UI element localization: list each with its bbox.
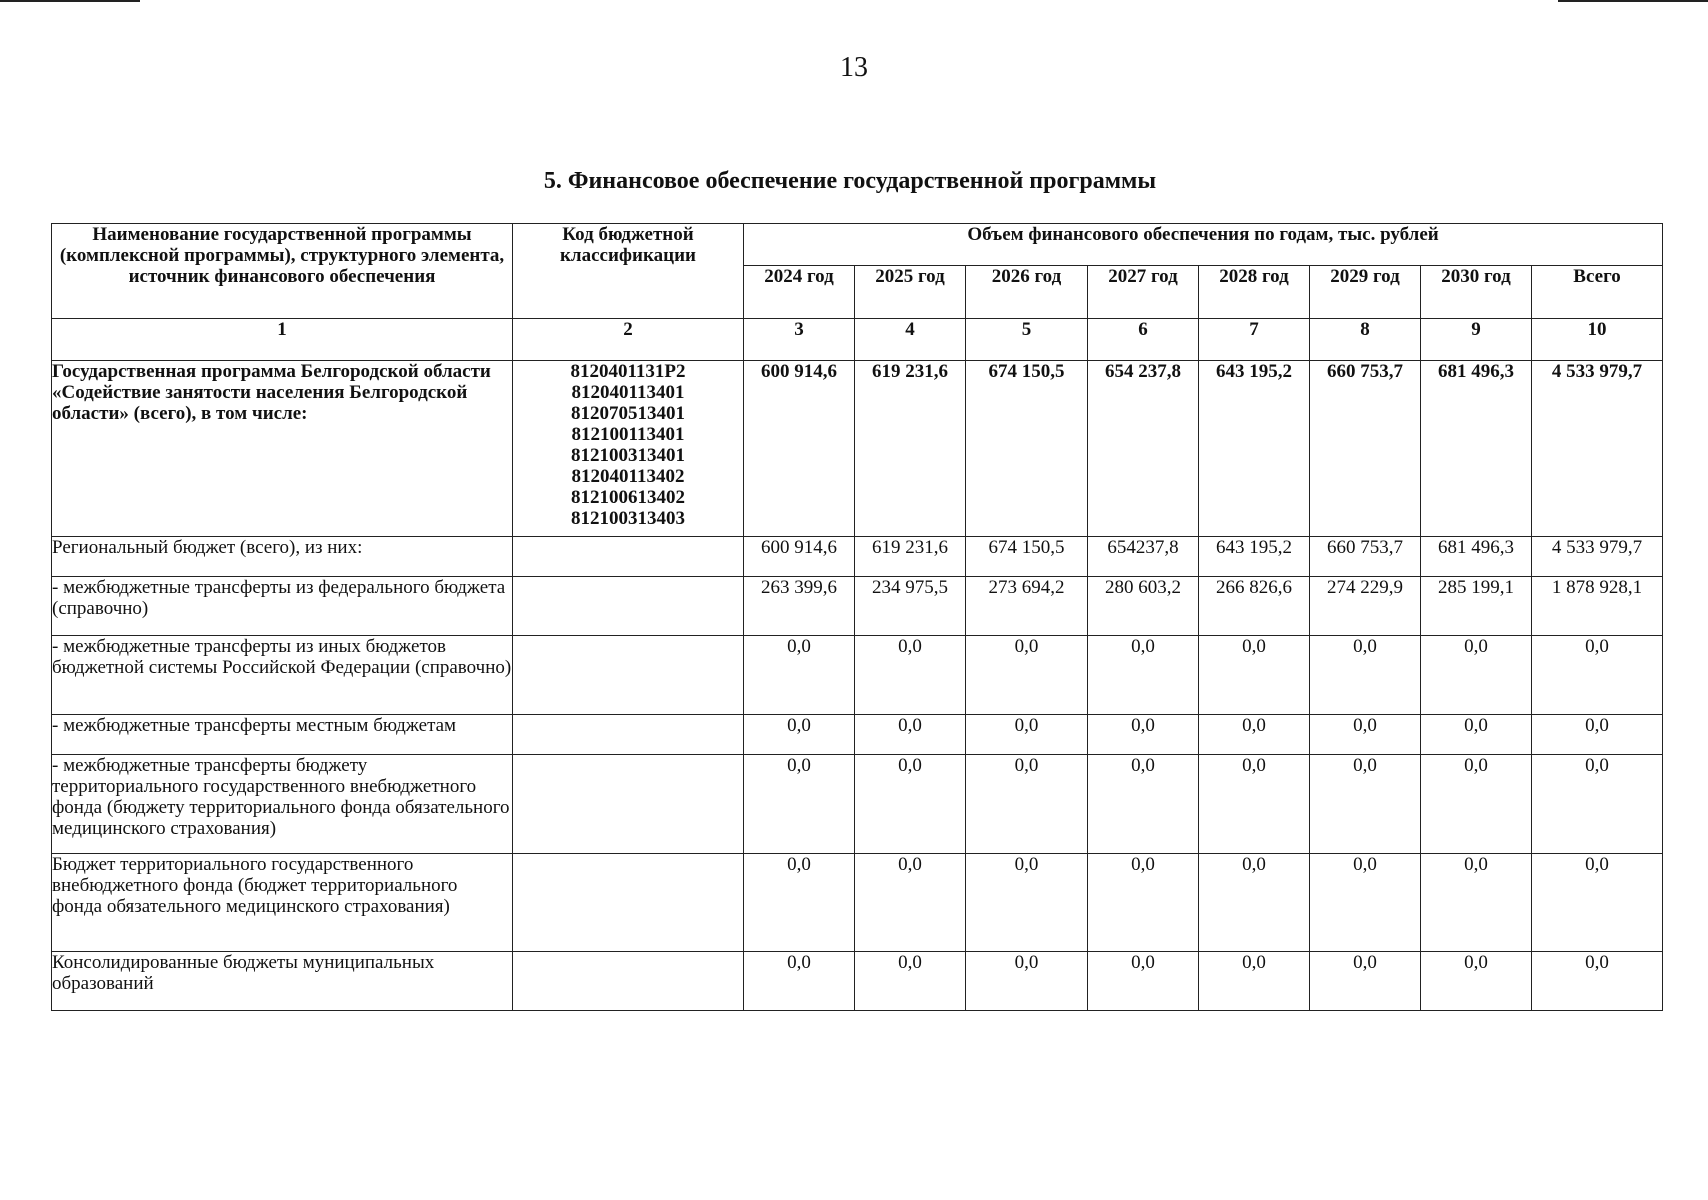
- table-row: [52, 755, 1663, 854]
- row-year-value: 681 496,3: [1421, 537, 1532, 577]
- row-year-value: 0,0: [1421, 854, 1532, 952]
- header-year: 2027 год: [1088, 266, 1199, 319]
- header-year: 2024 год: [744, 266, 855, 319]
- row-total-value: 0,0: [1532, 715, 1663, 755]
- row-year-value: 0,0: [966, 952, 1088, 1011]
- row-year-value: 0,0: [855, 755, 966, 854]
- row-year-value: 654237,8: [1088, 537, 1199, 577]
- row-year-value: 0,0: [1310, 854, 1421, 952]
- header-code: Код бюджетной классификации: [513, 224, 744, 319]
- row-year-value: 0,0: [966, 715, 1088, 755]
- header-year: 2029 год: [1310, 266, 1421, 319]
- row-year-value: 0,0: [1310, 715, 1421, 755]
- row-year-value: 674 150,5: [966, 537, 1088, 577]
- row-year-value: 0,0: [1088, 952, 1199, 1011]
- row-name: - межбюджетные трансферты бюджету территориального государственного внебюджетного фонда (бюджету территориального фонда обязательного медицинского страхования): [52, 755, 513, 854]
- budget-code: 812070513401: [571, 403, 685, 424]
- row-year-value: 280 603,2: [1088, 577, 1199, 636]
- budget-code: 8120401131P2: [570, 361, 686, 382]
- row-year-value: 0,0: [1421, 636, 1532, 715]
- row-name: Региональный бюджет (всего), из них:: [52, 537, 513, 577]
- row-year-value: 274 229,9: [1310, 577, 1421, 636]
- row-year-value: 0,0: [966, 755, 1088, 854]
- column-number: 9: [1421, 319, 1532, 361]
- table-row: [52, 636, 1663, 715]
- row-year-value: 0,0: [744, 854, 855, 952]
- financing-table: [51, 223, 1663, 1011]
- row-year-value: 0,0: [1199, 755, 1310, 854]
- table-row: [52, 537, 1663, 577]
- column-number-row: [52, 319, 1663, 361]
- row-year-value: 0,0: [1199, 854, 1310, 952]
- row-total-value: 1 878 928,1: [1532, 577, 1663, 636]
- row-year-value: 0,0: [744, 755, 855, 854]
- row-year-value: 0,0: [966, 636, 1088, 715]
- row-total-value: 4 533 979,7: [1532, 537, 1663, 577]
- row-codes: [513, 577, 744, 636]
- column-number: 3: [744, 319, 855, 361]
- table-row: [52, 952, 1663, 1011]
- row-year-value: 0,0: [1088, 636, 1199, 715]
- table-row: [52, 577, 1663, 636]
- row-year-value: 0,0: [1421, 755, 1532, 854]
- row-name: - межбюджетные трансферты местным бюджетам: [52, 715, 513, 755]
- table-row: [52, 361, 1663, 537]
- row-year-value: 0,0: [1421, 952, 1532, 1011]
- row-year-value: 619 231,6: [855, 537, 966, 577]
- table-row: [52, 854, 1663, 952]
- row-year-value: 263 399,6: [744, 577, 855, 636]
- row-name: - межбюджетные трансферты из федерального бюджета (справочно): [52, 577, 513, 636]
- row-year-value: 600 914,6: [744, 537, 855, 577]
- row-year-value: 0,0: [966, 854, 1088, 952]
- row-year-value: 0,0: [1199, 952, 1310, 1011]
- top-left-rule: [0, 0, 140, 2]
- column-number: 10: [1532, 319, 1663, 361]
- row-year-value: 0,0: [1310, 952, 1421, 1011]
- row-year-value: 643 195,2: [1199, 537, 1310, 577]
- row-total-value: 0,0: [1532, 755, 1663, 854]
- row-year-value: 619 231,6: [855, 361, 966, 537]
- row-codes: [513, 636, 744, 715]
- row-total-value: 4 533 979,7: [1532, 361, 1663, 537]
- row-year-value: 681 496,3: [1421, 361, 1532, 537]
- row-year-value: 0,0: [1310, 636, 1421, 715]
- row-year-value: 654 237,8: [1088, 361, 1199, 537]
- section-title: 5. Финансовое обеспечение государственной программы: [543, 168, 1157, 194]
- row-year-value: 0,0: [744, 636, 855, 715]
- table-row: [52, 715, 1663, 755]
- row-codes: [513, 952, 744, 1011]
- header-name: Наименование государственной программы (комплексной программы), структурного элемента, источник финансового обеспечения: [52, 224, 513, 319]
- row-codes: [513, 361, 744, 537]
- row-year-value: 674 150,5: [966, 361, 1088, 537]
- budget-code: 812040113402: [571, 466, 685, 487]
- row-year-value: 0,0: [744, 952, 855, 1011]
- row-year-value: 0,0: [855, 715, 966, 755]
- header-year: 2030 год: [1421, 266, 1532, 319]
- row-year-value: 234 975,5: [855, 577, 966, 636]
- budget-code: 812100113401: [571, 424, 685, 445]
- row-year-value: 0,0: [1199, 636, 1310, 715]
- row-name: - межбюджетные трансферты из иных бюджетов бюджетной системы Российской Федерации (справочно): [52, 636, 513, 715]
- row-year-value: 643 195,2: [1199, 361, 1310, 537]
- header-year: 2025 год: [855, 266, 966, 319]
- column-number: 8: [1310, 319, 1421, 361]
- row-year-value: 0,0: [1088, 854, 1199, 952]
- row-year-value: 0,0: [1088, 715, 1199, 755]
- row-year-value: 660 753,7: [1310, 537, 1421, 577]
- column-number: 5: [966, 319, 1088, 361]
- column-number: 6: [1088, 319, 1199, 361]
- row-codes: [513, 854, 744, 952]
- row-year-value: 273 694,2: [966, 577, 1088, 636]
- budget-code: 812100313401: [571, 445, 685, 466]
- row-codes: [513, 755, 744, 854]
- row-year-value: 0,0: [1421, 715, 1532, 755]
- row-name: Консолидированные бюджеты муниципальных образований: [52, 952, 513, 1011]
- row-total-value: 0,0: [1532, 952, 1663, 1011]
- budget-code: 812100613402: [571, 487, 685, 508]
- row-codes: [513, 715, 744, 755]
- column-number: 2: [513, 319, 744, 361]
- row-year-value: 0,0: [855, 854, 966, 952]
- row-name: Государственная программа Белгородской области «Содействие занятости населения Белгородской области» (всего), в том числе:: [52, 361, 513, 537]
- header-total: Всего: [1532, 266, 1663, 319]
- column-number: 7: [1199, 319, 1310, 361]
- header-year: 2028 год: [1199, 266, 1310, 319]
- row-year-value: 600 914,6: [744, 361, 855, 537]
- row-codes: [513, 537, 744, 577]
- row-year-value: 0,0: [744, 715, 855, 755]
- page-number: 13: [840, 52, 868, 83]
- header-funding-group: Объем финансового обеспечения по годам, тыс. рублей: [744, 224, 1663, 266]
- row-year-value: 285 199,1: [1421, 577, 1532, 636]
- budget-code: 812100313403: [571, 508, 685, 529]
- column-number: 4: [855, 319, 966, 361]
- row-year-value: 266 826,6: [1199, 577, 1310, 636]
- row-year-value: 0,0: [855, 952, 966, 1011]
- top-right-rule: [1558, 0, 1708, 2]
- budget-code: 812040113401: [571, 382, 685, 403]
- row-year-value: 0,0: [1199, 715, 1310, 755]
- column-number: 1: [52, 319, 513, 361]
- row-year-value: 0,0: [855, 636, 966, 715]
- row-name: Бюджет территориального государственного внебюджетного фонда (бюджет территориального фонда обязательного медицинского страхования): [52, 854, 513, 952]
- header-year: 2026 год: [966, 266, 1088, 319]
- row-total-value: 0,0: [1532, 854, 1663, 952]
- row-year-value: 660 753,7: [1310, 361, 1421, 537]
- row-year-value: 0,0: [1310, 755, 1421, 854]
- row-total-value: 0,0: [1532, 636, 1663, 715]
- row-year-value: 0,0: [1088, 755, 1199, 854]
